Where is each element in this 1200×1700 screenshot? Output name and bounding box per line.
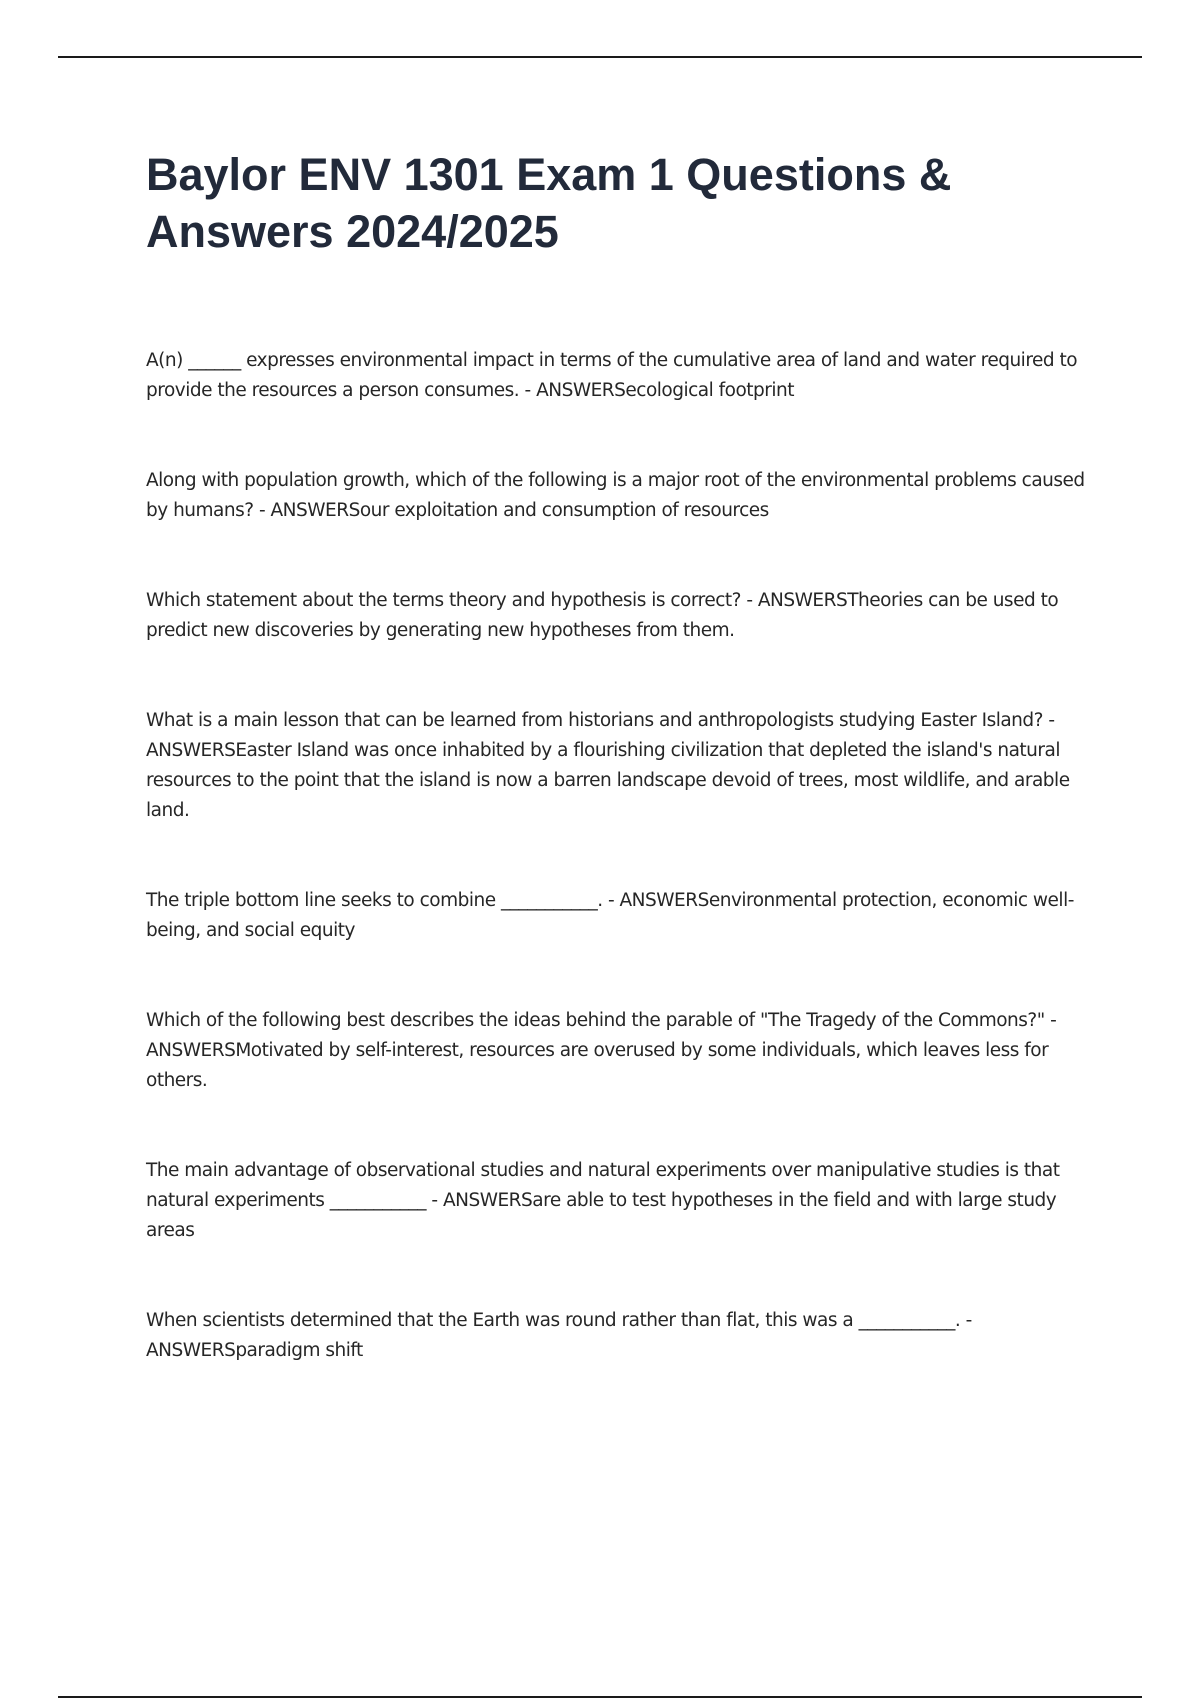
qa-item-1: A(n) ______ expresses environmental impact in terms of the cumulative area of land and water required to provide the resources a person consumes. - ANSWERSecological footprint — [146, 350, 1078, 401]
qa-list — [146, 346, 1086, 1426]
document-title: Baylor ENV 1301 Exam 1 Questions & Answers 2024/2025 — [146, 149, 952, 257]
qa-item-5: The triple bottom line seeks to combine ___________. - ANSWERSenvironmental protection, economic well-being, and social equity — [146, 890, 1074, 941]
qa-item-2: Along with population growth, which of the following is a major root of the environmental problems caused by humans? - ANSWERSour exploitation and consumption of resources — [146, 470, 1085, 521]
top-rule — [58, 56, 1142, 58]
qa-item-8: When scientists determined that the Earth was round rather than flat, this was a ___________. - ANSWERSparadigm shift — [146, 1310, 972, 1361]
qa-item-4: What is a main lesson that can be learned from historians and anthropologists studying Easter Island? - ANSWERSEaster Island was once inhabited by a flourishing civilization that depleted the island's natural resources to the point that the island is now a barren landscape devoid of trees, most wildlife, and arable land. — [146, 710, 1070, 821]
bottom-rule — [58, 1696, 1142, 1698]
qa-item-6: Which of the following best describes the ideas behind the parable of "The Tragedy of the Commons?" - ANSWERSMotivated by self-interest, resources are overused by some individuals, which leaves less for others. — [146, 1010, 1057, 1091]
qa-item-3: Which statement about the terms theory and hypothesis is correct? - ANSWERSTheories can be used to predict new discoveries by generating new hypotheses from them. — [146, 590, 1059, 641]
qa-item-7: The main advantage of observational studies and natural experiments over manipulative studies is that natural experiments ___________ - ANSWERSare able to test hypotheses in the field and with large study areas — [146, 1160, 1060, 1241]
